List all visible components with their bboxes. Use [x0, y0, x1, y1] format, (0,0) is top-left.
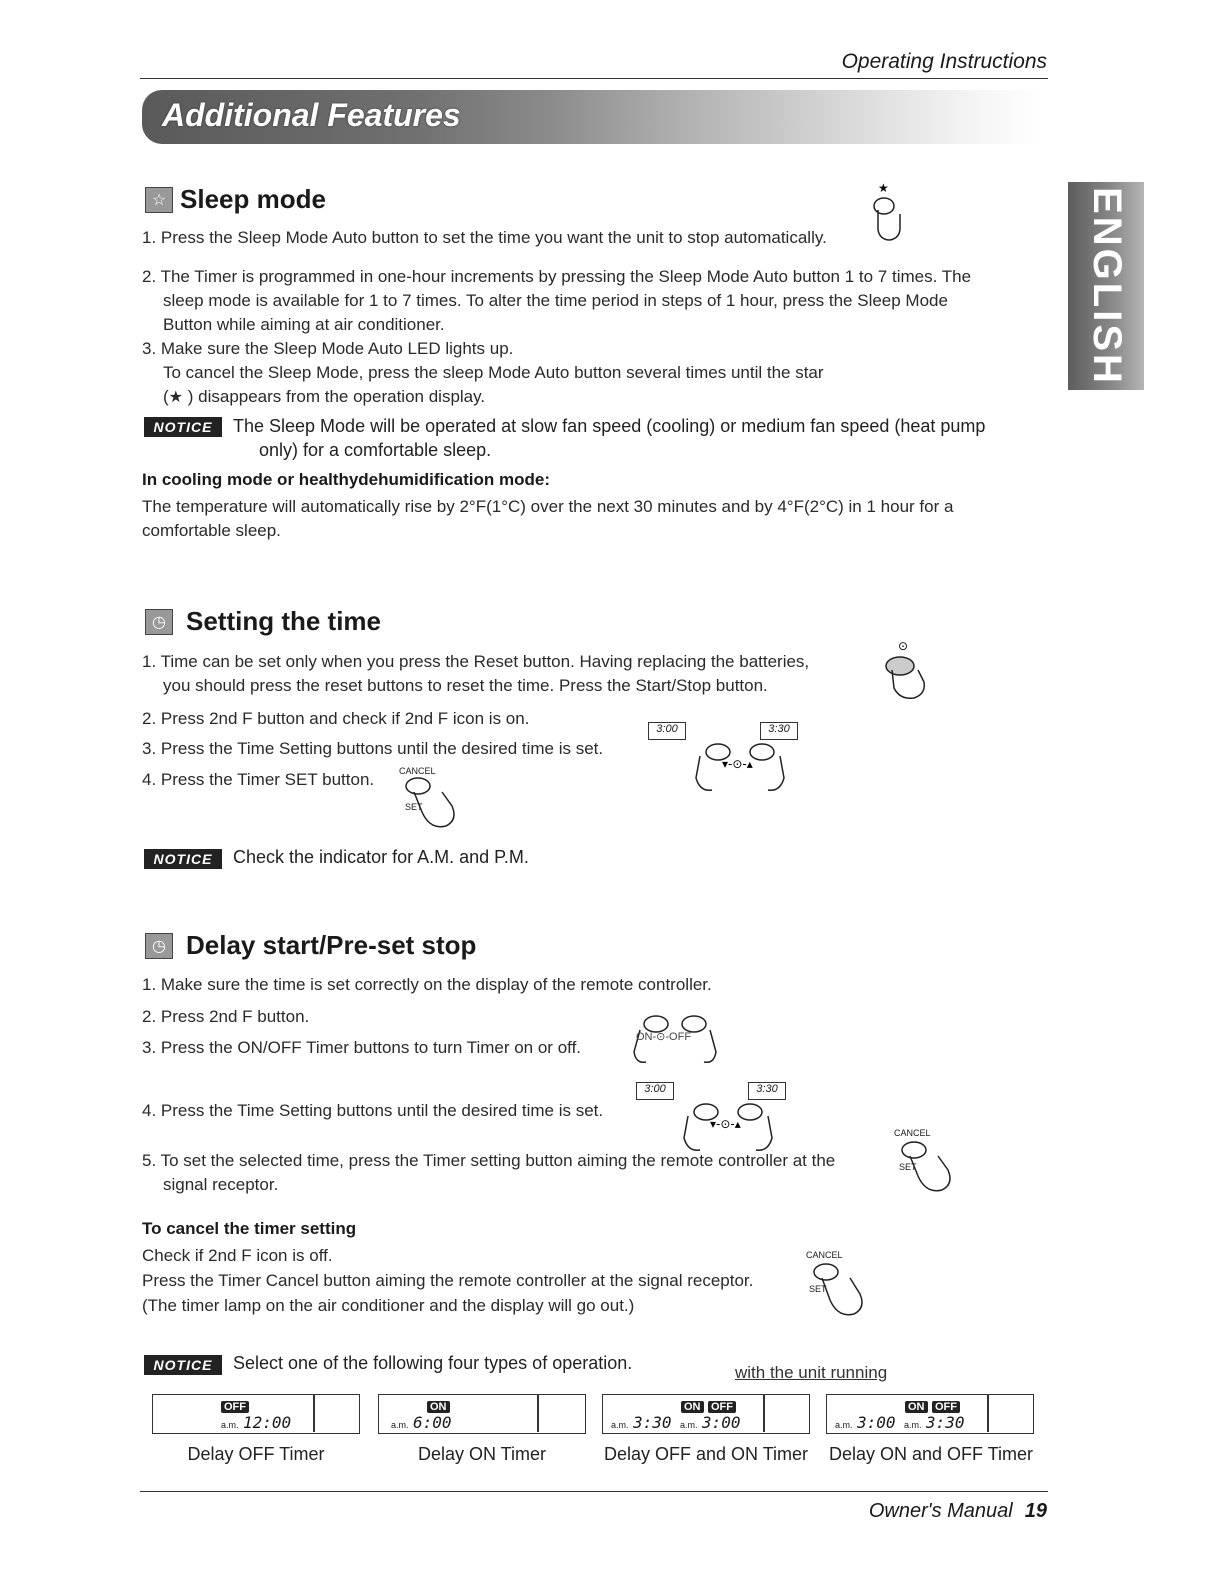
sleep-step-2-line-3: Button while aiming at air conditioner.: [163, 315, 445, 334]
timer-3-time-1: 3:30: [632, 1413, 672, 1432]
timer-4-time-2: 3:30: [925, 1413, 965, 1432]
timer-4-time-1: 3:00: [856, 1413, 896, 1432]
timer-3-ampm-2: a.m.: [679, 1420, 698, 1430]
timer-3-badge-1: ON: [681, 1401, 704, 1413]
delay-step-5-line-2: signal receptor.: [163, 1175, 279, 1194]
time-step-2: 2. Press 2nd F button and check if 2nd F icon is on.: [142, 709, 530, 728]
svg-text:★: ★: [878, 181, 889, 195]
delay-clock-icon: ◷: [145, 933, 173, 959]
sleep-step-1: 1. Press the Sleep Mode Auto button to set the time you want the unit to stop automatically.: [142, 228, 827, 247]
footer-rule: [140, 1491, 1048, 1492]
cancel-timer-line-1: Check if 2nd F icon is off.: [142, 1246, 333, 1265]
timer-1-badge: OFF: [221, 1401, 249, 1413]
timer-4-ampm-1: a.m.: [835, 1420, 853, 1430]
clock-icon: ◷: [145, 609, 173, 635]
sleep-step-2-line-1: 2. The Timer is programmed in one-hour increments by pressing the Sleep Mode Auto button 1 to 7 times. The: [142, 267, 972, 286]
timer-3-badge-2: OFF: [708, 1401, 736, 1413]
timer-display-delay-on-off: [826, 1394, 1034, 1434]
sleep-body-line-1: The temperature will automatically rise by 2°F(1°C) over the next 30 minutes and by 4°F(2°C) in 1 hour for a: [142, 497, 954, 516]
timer-3-time-2: 3:00: [701, 1413, 741, 1432]
time-step-4: 4. Press the Timer SET button.: [142, 770, 375, 789]
cancel-timer-line-3: (The timer lamp on the air conditioner and the display will go out.): [142, 1296, 635, 1315]
delay-set-tag: SET: [899, 1162, 917, 1172]
svg-text:▾-⊙-▴: ▾-⊙-▴: [710, 1117, 741, 1131]
sleep-step-3: 3. Make sure the Sleep Mode Auto LED lights up.: [142, 339, 514, 358]
sleep-section-title: Sleep mode: [180, 184, 326, 214]
sleep-cancel-line-1: To cancel the Sleep Mode, press the sleep Mode Auto button several times until the star: [163, 363, 824, 382]
timer-2-time: 6:00: [412, 1413, 452, 1432]
timer-1-time: 12:00: [242, 1413, 292, 1432]
svg-text:▾-⊙-▴: ▾-⊙-▴: [722, 757, 753, 771]
timer-4-badge-1: ON: [905, 1401, 928, 1413]
page-title: Additional Features: [162, 97, 461, 133]
cancel-timer-line-2: Press the Timer Cancel button aiming the remote controller at the signal receptor.: [142, 1271, 754, 1290]
delay-lcd-right: 3:30: [748, 1082, 786, 1100]
delay-section-title: Delay start/Pre-set stop: [186, 930, 477, 960]
time-notice-text: Check the indicator for A.M. and P.M.: [233, 847, 529, 867]
sleep-body-line-2: comfortable sleep.: [142, 521, 281, 540]
sleep-subheading: In cooling mode or healthydehumidification mode:: [142, 470, 551, 489]
delay-step-1: 1. Make sure the time is set correctly on the display of the remote controller.: [142, 975, 712, 994]
language-tab-label: ENGLISH: [1084, 186, 1129, 386]
language-tab-label-wrap: [1068, 182, 1144, 390]
timer-2-badge: ON: [427, 1401, 450, 1413]
sleep-step-2-line-2: sleep mode is available for 1 to 7 times. To alter the time period in steps of 1 hour, press the Sleep Mode: [163, 291, 948, 310]
footer: [869, 1500, 1047, 1523]
timer-display-delay-on: [378, 1394, 586, 1434]
time-step-3: 3. Press the Time Setting buttons until the desired time is set.: [142, 739, 604, 758]
delay-step-2: 2. Press 2nd F button.: [142, 1007, 310, 1026]
delay-notice-text: Select one of the following four types of operation.: [233, 1353, 633, 1373]
timer-4-badge-2: OFF: [932, 1401, 960, 1413]
time-setting-hands-icon: [670, 738, 810, 794]
unit-running-note: with the unit running: [735, 1363, 888, 1382]
time-notice-badge: NOTICE: [144, 849, 222, 869]
sleep-notice-line-2: only) for a comfortable sleep.: [259, 440, 492, 460]
sleep-notice-badge: NOTICE: [144, 417, 222, 437]
header-section-label: Operating Instructions: [841, 50, 1047, 73]
sleep-button-hand-icon: [860, 180, 910, 244]
timer-3-ampm-1: a.m.: [611, 1420, 629, 1430]
footer-manual-name: Owner's Manual: [868, 1500, 1013, 1522]
time-section-title: Setting the time: [186, 606, 382, 636]
timer-display-delay-off: [152, 1394, 360, 1434]
timer-display-delay-off-on: [602, 1394, 810, 1434]
time-cancel-tag: CANCEL: [399, 766, 436, 776]
timer-2-caption: Delay ON Timer: [417, 1444, 547, 1464]
cancel-timer-cancel-tag: CANCEL: [806, 1250, 843, 1260]
delay-lcd-left: 3:00: [636, 1082, 674, 1100]
time-lcd-right: 3:30: [760, 722, 798, 740]
time-step-1-line-1: 1. Time can be set only when you press the Reset button. Having replacing the batteries,: [142, 652, 810, 671]
reset-button-hand-icon: [870, 636, 940, 706]
time-step-1-line-2: you should press the reset buttons to reset the time. Press the Start/Stop button.: [163, 676, 768, 695]
sleep-cancel-line-2-text: ) disappears from the operation display.: [187, 387, 486, 406]
svg-text:⊙: ⊙: [898, 639, 909, 653]
sleep-star-icon: ☆: [145, 187, 173, 213]
timer-4-ampm-2: a.m.: [903, 1420, 922, 1430]
delay-time-setting-hands-icon: [658, 1098, 798, 1154]
timer-1-caption: Delay OFF Timer: [187, 1444, 325, 1464]
on-off-tag: ON-⊙-OFF: [636, 1031, 692, 1043]
delay-notice-badge: NOTICE: [144, 1355, 222, 1375]
sleep-cancel-line-2: (★ ) disappears from the operation display.: [163, 387, 486, 406]
timer-4-caption: Delay ON and OFF Timer: [828, 1444, 1034, 1464]
header-rule: [140, 78, 1048, 79]
timer-3-caption: Delay OFF and ON Timer: [603, 1444, 809, 1464]
cancel-timer-set-tag: SET: [809, 1284, 827, 1294]
page-number: 19: [1024, 1500, 1047, 1522]
delay-step-3: 3. Press the ON/OFF Timer buttons to turn Timer on or off.: [142, 1038, 582, 1057]
sleep-star-glyph-icon: ★: [168, 389, 184, 406]
timer-1-ampm: a.m.: [221, 1420, 239, 1430]
sleep-notice-line-1: The Sleep Mode will be operated at slow fan speed (cooling) or medium fan speed (heat pump: [233, 416, 986, 436]
cancel-timer-heading: To cancel the timer setting: [142, 1219, 357, 1238]
time-set-tag: SET: [405, 802, 423, 812]
timer-2-ampm: a.m.: [391, 1420, 409, 1430]
time-lcd-left: 3:00: [648, 722, 686, 740]
delay-cancel-tag: CANCEL: [894, 1128, 931, 1138]
delay-step-4: 4. Press the Time Setting buttons until the desired time is set.: [142, 1101, 604, 1120]
delay-step-5-line-1: 5. To set the selected time, press the Timer setting button aiming the remote controller at the: [142, 1151, 836, 1170]
